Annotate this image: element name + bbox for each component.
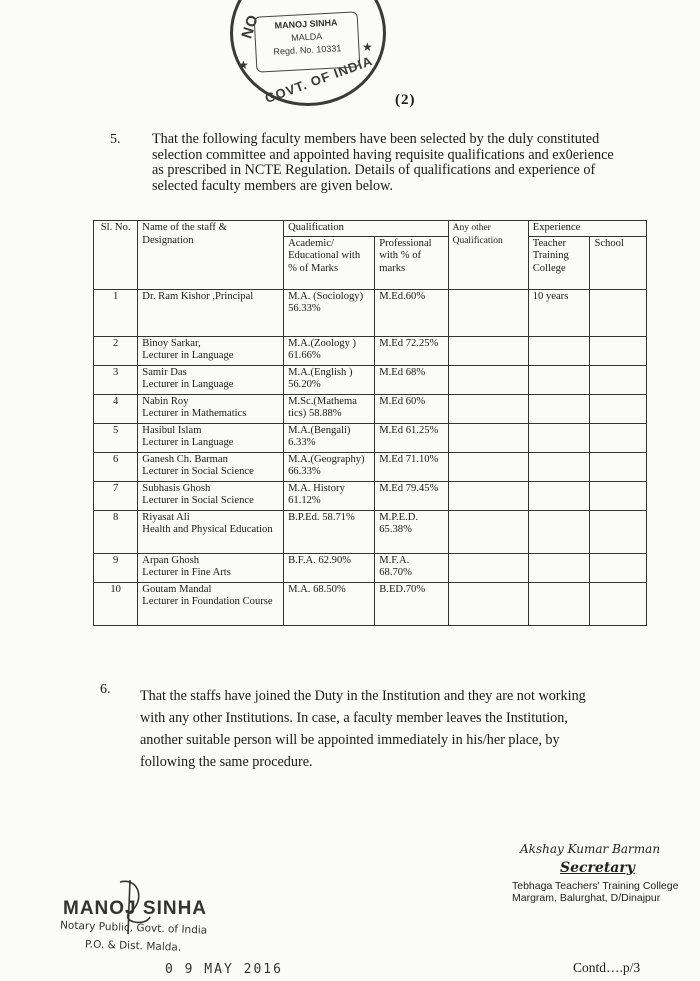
academic-cell: M.A.(Zoology ) 61.66% bbox=[284, 336, 375, 365]
seal-line-3: Regd. No. 10331 bbox=[273, 43, 342, 57]
teacher-college-cell: 10 years bbox=[528, 289, 590, 336]
seal-line-2: MALDA bbox=[290, 31, 323, 43]
name-cell bbox=[138, 289, 284, 336]
continued-note: Contd….p/3 bbox=[573, 960, 641, 975]
academic-cell: M.A. 68.50% bbox=[284, 582, 375, 625]
header-professional: Professional with % of marks bbox=[375, 236, 448, 289]
academic-cell: M.A.(English ) 56.20% bbox=[284, 365, 375, 394]
school-cell bbox=[590, 394, 647, 423]
staff-designation: Lecturer in Mathematics bbox=[142, 408, 247, 419]
header-name: Name of the staff & Designation bbox=[138, 221, 284, 290]
staff-name: Binoy Sarkar, bbox=[142, 337, 201, 349]
other-qualification-cell bbox=[448, 365, 528, 394]
professional-cell: M.Ed 71.10% bbox=[375, 452, 448, 481]
academic-cell: M.A. History 61.12% bbox=[284, 481, 375, 510]
school-cell bbox=[590, 423, 647, 452]
professional-cell: M.Ed 68% bbox=[375, 365, 448, 394]
staff-designation: Lecturer in Social Science bbox=[142, 495, 254, 506]
academic-cell: B.P.Ed. 58.71% bbox=[284, 510, 375, 553]
page-number: (2) bbox=[395, 92, 416, 108]
teacher-college-cell bbox=[528, 452, 590, 481]
date-stamp: 0 9 MAY 2016 bbox=[165, 962, 283, 977]
staff-name: Subhasis Ghosh bbox=[142, 482, 211, 494]
table-row bbox=[94, 582, 647, 625]
table-row bbox=[94, 553, 647, 582]
table-row bbox=[94, 394, 647, 423]
section-5-paragraph bbox=[152, 132, 614, 194]
academic-cell: M.Sc.(Mathema tics) 58.88% bbox=[284, 394, 375, 423]
name-cell bbox=[138, 582, 284, 625]
teacher-college-cell bbox=[528, 553, 590, 582]
section-5-line: selected faculty members are given below. bbox=[152, 177, 393, 194]
other-qualification-cell bbox=[448, 452, 528, 481]
header-experience: Experience bbox=[528, 221, 646, 237]
sl-cell: 1 bbox=[94, 289, 138, 336]
section-6-line: another suitable person will be appointed immediately in his/her place, by bbox=[140, 732, 560, 748]
header-school: School bbox=[590, 236, 647, 289]
professional-cell: M.Ed.60% bbox=[375, 289, 448, 336]
seal-ring-text-bottom: GOVT. OF INDIA bbox=[262, 53, 375, 106]
teacher-college-cell bbox=[528, 365, 590, 394]
header-teacher-college: Teacher Training College bbox=[528, 236, 590, 289]
sl-cell: 3 bbox=[94, 365, 138, 394]
other-qualification-cell bbox=[448, 336, 528, 365]
professional-cell: M.P.E.D. 65.38% bbox=[375, 510, 448, 553]
name-cell bbox=[138, 553, 284, 582]
other-qualification-cell bbox=[448, 394, 528, 423]
college-location: Margram, Balurghat, D/Dinajpur bbox=[512, 892, 661, 904]
professional-cell: B.ED.70% bbox=[375, 582, 448, 625]
professional-cell: M.Ed 79.45% bbox=[375, 481, 448, 510]
name-cell bbox=[138, 481, 284, 510]
seal-ring-text-left: NO bbox=[238, 12, 263, 41]
table-row bbox=[94, 452, 647, 481]
staff-name: Dr. Ram Kishor ,Principal bbox=[142, 290, 254, 302]
staff-name: Riyasat Ali bbox=[142, 511, 190, 523]
academic-cell: M.A. (Sociology) 56.33% bbox=[284, 289, 375, 336]
school-cell bbox=[590, 582, 647, 625]
staff-designation: Health and Physical Education bbox=[142, 524, 273, 535]
other-qualification-cell bbox=[448, 481, 528, 510]
staff-designation: Lecturer in Language bbox=[142, 437, 234, 448]
header-qualification: Qualification bbox=[284, 221, 449, 237]
academic-cell: B.F.A. 62.90% bbox=[284, 553, 375, 582]
sl-cell: 6 bbox=[94, 452, 138, 481]
staff-name: Arpan Ghosh bbox=[142, 554, 200, 566]
seal-star-icon: ★ bbox=[238, 58, 249, 72]
table-row bbox=[94, 365, 647, 394]
school-cell bbox=[590, 365, 647, 394]
seal-center-box bbox=[254, 11, 361, 72]
section-5-line: selection committee and appointed having requisite qualifications and ex0erience bbox=[152, 146, 614, 163]
school-cell bbox=[590, 452, 647, 481]
staff-name: Goutam Mandal bbox=[142, 583, 212, 595]
staff-name: Samir Das bbox=[142, 366, 187, 378]
staff-designation: Lecturer in Foundation Course bbox=[142, 596, 273, 607]
notary-address: P.O. & Dist. Malda. bbox=[84, 938, 182, 954]
teacher-college-cell bbox=[528, 336, 590, 365]
faculty-table bbox=[93, 220, 647, 626]
name-cell bbox=[138, 452, 284, 481]
sl-cell: 7 bbox=[94, 481, 138, 510]
teacher-college-cell bbox=[528, 481, 590, 510]
name-cell bbox=[138, 423, 284, 452]
table-header-row bbox=[94, 221, 647, 237]
seal-star-icon: ★ bbox=[362, 40, 373, 54]
staff-designation: Lecturer in Language bbox=[142, 350, 234, 361]
table-row bbox=[94, 289, 647, 336]
name-cell bbox=[138, 394, 284, 423]
professional-cell: M.F.A. 68.70% bbox=[375, 553, 448, 582]
school-cell bbox=[590, 553, 647, 582]
secretary-title: Secretary bbox=[560, 860, 635, 876]
section-6-number: 6. bbox=[100, 682, 111, 697]
other-qualification-cell bbox=[448, 510, 528, 553]
teacher-college-cell bbox=[528, 510, 590, 553]
academic-cell: M.A.(Geography) 66.33% bbox=[284, 452, 375, 481]
teacher-college-cell bbox=[528, 582, 590, 625]
staff-designation: Lecturer in Language bbox=[142, 379, 234, 390]
section-5-line: as prescribed in NCTE Regulation. Details of qualifications and experience of bbox=[152, 162, 596, 178]
name-cell bbox=[138, 510, 284, 553]
notary-name: MANOJ SINHA bbox=[63, 898, 208, 919]
table-row bbox=[94, 336, 647, 365]
school-cell bbox=[590, 289, 647, 336]
professional-cell: M.Ed 72.25% bbox=[375, 336, 448, 365]
header-academic: Academic/ Educational with % of Marks bbox=[284, 236, 375, 289]
staff-name: Hasibul Islam bbox=[142, 424, 202, 436]
other-qualification-cell bbox=[448, 423, 528, 452]
name-cell bbox=[138, 336, 284, 365]
college-name: Tebhaga Teachers' Training College bbox=[512, 880, 679, 892]
section-6-paragraph bbox=[140, 685, 656, 773]
sl-cell: 4 bbox=[94, 394, 138, 423]
college-address bbox=[512, 880, 678, 904]
sl-cell: 2 bbox=[94, 336, 138, 365]
professional-cell: M.Ed 61.25% bbox=[375, 423, 448, 452]
secretary-signature: Akshay Kumar Barman bbox=[520, 842, 661, 856]
professional-cell: M.Ed 60% bbox=[375, 394, 448, 423]
header-other-qualification: Any other Qualification bbox=[448, 221, 528, 290]
staff-designation: Lecturer in Fine Arts bbox=[142, 567, 231, 578]
section-5-line: That the following faculty members have been selected by the duly constituted bbox=[152, 131, 600, 147]
other-qualification-cell bbox=[448, 553, 528, 582]
seal-line-1: MANOJ SINHA bbox=[274, 17, 338, 31]
table-row bbox=[94, 510, 647, 553]
teacher-college-cell bbox=[528, 394, 590, 423]
name-cell bbox=[138, 365, 284, 394]
school-cell bbox=[590, 336, 647, 365]
sl-cell: 5 bbox=[94, 423, 138, 452]
academic-cell: M.A.(Bengali) 6.33% bbox=[284, 423, 375, 452]
other-qualification-cell bbox=[448, 289, 528, 336]
section-5-number: 5. bbox=[110, 132, 121, 147]
sl-cell: 8 bbox=[94, 510, 138, 553]
teacher-college-cell bbox=[528, 423, 590, 452]
section-6-line: That the staffs have joined the Duty in the Institution and they are not working bbox=[140, 688, 586, 704]
sl-cell: 9 bbox=[94, 553, 138, 582]
section-6-line: following the same procedure. bbox=[140, 754, 313, 770]
staff-name: Nabin Roy bbox=[142, 395, 189, 407]
notary-title: Notary Public, Govt. of India bbox=[59, 919, 208, 937]
school-cell bbox=[590, 481, 647, 510]
table-row bbox=[94, 481, 647, 510]
header-sl: Sl. No. bbox=[94, 221, 138, 290]
staff-designation: Lecturer in Social Science bbox=[142, 466, 254, 477]
table-row bbox=[94, 423, 647, 452]
sl-cell: 10 bbox=[94, 582, 138, 625]
section-6-line: with any other Institutions. In case, a faculty member leaves the Institution, bbox=[140, 710, 568, 726]
school-cell bbox=[590, 510, 647, 553]
staff-name: Ganesh Ch. Barman bbox=[142, 453, 228, 465]
other-qualification-cell bbox=[448, 582, 528, 625]
